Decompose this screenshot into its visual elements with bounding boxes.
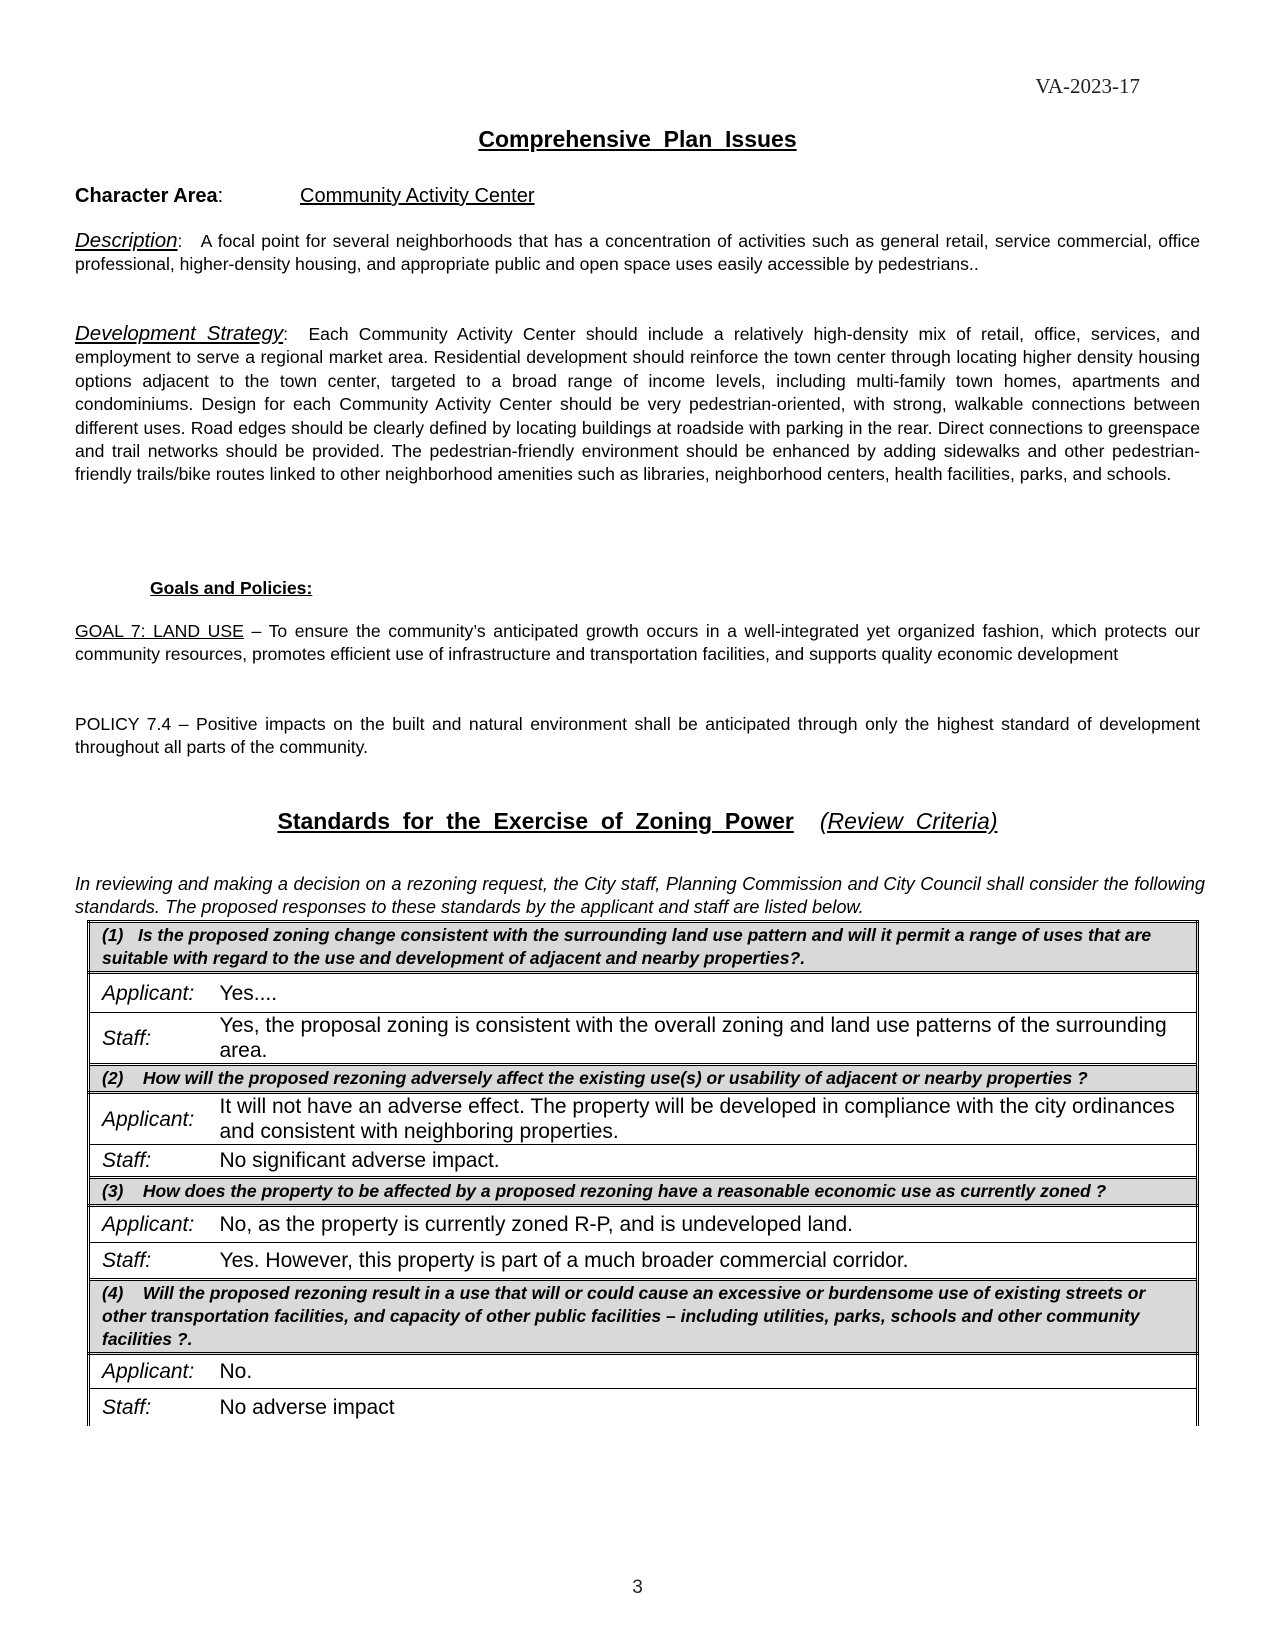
question-row-2 [89,1065,1198,1093]
staff-response: No significant adverse impact. [220,1145,1198,1178]
standards-heading [0,808,1275,835]
applicant-row-2 [89,1093,1198,1145]
applicant-row-3 [89,1206,1198,1243]
document-id: VA-2023-17 [1035,74,1140,98]
question-text: (3) How does the property to be affected by a proposed rezoning have a reasonable economic use as currently zoned ? [89,1178,1198,1206]
character-area: Character Area: Community Activity Center [75,185,535,207]
goal-label: GOAL 7: LAND USE [75,621,244,641]
policy-text: POLICY 7.4 – Positive impacts on the built and natural environment shall be anticipated through only the highest standard of development throughout all parts of the community. [75,714,1200,758]
policy-paragraph [75,713,1200,760]
question-text: (4) Will the proposed rezoning result in a use that will or could cause an excessive or burdensome use of existing streets or other transportation facilities, and capacity of other public facilities – including utilities, parks, schools and other community facilities ?. [89,1280,1198,1354]
standards-intro: In reviewing and making a decision on a rezoning request, the City staff, Planning Commission and City Council shall consider the following standards. The proposed responses to these standards by the applicant and staff are listed below. [75,874,1205,917]
description-paragraph: Description: A focal point for several neighborhoods that has a concentration of activities such as general retail, service commercial, office professional, higher-density housing, and appropriate public and open space uses easily accessible by pedestrians.. [75,229,1200,275]
applicant-label: Applicant: [89,1354,220,1389]
applicant-response: No, as the property is currently zoned R-P, and is undeveloped land. [220,1206,1198,1243]
character-area-label: Character Area [75,185,218,207]
staff-response: Yes. However, this property is part of a much broader commercial corridor. [220,1243,1198,1280]
standards-subtitle: (Review Criteria) [819,808,998,834]
description-label: Description [75,229,178,252]
staff-label: Staff: [89,1145,220,1178]
staff-label: Staff: [89,1389,220,1426]
applicant-row-4 [89,1354,1198,1389]
strategy-label: Development Strategy [75,322,284,345]
question-text: (2) How will the proposed rezoning adversely affect the existing use(s) or usability of adjacent or nearby properties ? [89,1065,1198,1093]
applicant-row-1 [89,973,1198,1013]
strategy-paragraph: Development Strategy: Each Community Activity Center should include a relatively high-density mix of retail, office, services, and employment to serve a regional market area. Residential development should reinforce the town center through locating higher density housing options adjacent to the town center, targeted to a broad range of income levels, including multi-family town homes, apartments and condominiums. Design for each Community Activity Center should be very pedestrian-oriented, with strong, walkable connections between different uses. Road edges should be clearly defined by locating buildings at roadside with parking in the rear. Direct connections to greenspace and trail networks should be provided. The pedestrian-friendly environment should be enhanced by adding sidewalks and other pedestrian-friendly trails/bike routes linked to other neighborhood amenities such as libraries, neighborhood centers, health facilities, parks, and schools. [75,322,1200,485]
comprehensive-plan-heading [0,126,1275,153]
section-title: Comprehensive Plan Issues [478,126,797,152]
staff-row-1 [89,1013,1198,1065]
goal-paragraph [75,620,1200,667]
staff-response: Yes, the proposal zoning is consistent with the overall zoning and land use patterns of the surrounding area. [220,1013,1198,1065]
standards-title: Standards for the Exercise of Zoning Power [277,808,794,834]
applicant-label: Applicant: [89,973,220,1013]
applicant-response: It will not have an adverse effect. The property will be developed in compliance with the city ordinances and consistent with neighboring properties. [220,1093,1198,1145]
staff-response: No adverse impact [220,1389,1198,1426]
character-area-value: Community Activity Center [300,185,535,207]
applicant-label: Applicant: [89,1206,220,1243]
staff-row-4 [89,1389,1198,1426]
question-text: (1) Is the proposed zoning change consistent with the surrounding land use pattern and will it permit a range of uses that are suitable with regard to the use and development of adjacent and nearby properties?. [89,922,1198,973]
question-row-1 [89,922,1198,973]
description-text: A focal point for several neighborhoods that has a concentration of activities such as general retail, service commercial, office professional, higher-density housing, and appropriate public and open space uses easily accessible by pedestrians.. [75,231,1200,275]
goal-text: – To ensure the community’s anticipated growth occurs in a well-integrated yet organized fashion, which protects our community resources, promotes efficient use of infrastructure and transportation facilities, and supports quality economic development [75,621,1201,665]
staff-row-2 [89,1145,1198,1178]
applicant-response: No. [220,1354,1198,1389]
staff-label: Staff: [89,1243,220,1280]
staff-row-3 [89,1243,1198,1280]
goals-heading: Goals and Policies: [150,578,313,598]
question-row-4 [89,1280,1198,1354]
question-row-3 [89,1178,1198,1206]
staff-label: Staff: [89,1013,220,1065]
applicant-label: Applicant: [89,1093,220,1145]
page-number: 3 [632,1577,643,1598]
strategy-text: Each Community Activity Center should include a relatively high-density mix of retail, office, services, and employment to serve a regional market area. Residential development should reinforce the town center through locating higher density housing options adjacent to the town center, targeted to a broad range of income levels, including multi-family town homes, apartments and condominiums. Design for each Community Activity Center should be very pedestrian-oriented, with strong, walkable connections between different uses. Road edges should be clearly defined by locating buildings at roadside with parking in the rear. Direct connections to greenspace and trail networks should be provided. The pedestrian-friendly environment should be enhanced by adding sidewalks and other pedestrian-friendly trails/bike routes linked to other neighborhood amenities such as libraries, neighborhood centers, health facilities, parks, and schools. [75,324,1200,485]
review-criteria-table [87,920,1199,1426]
applicant-response: Yes.... [220,973,1198,1013]
